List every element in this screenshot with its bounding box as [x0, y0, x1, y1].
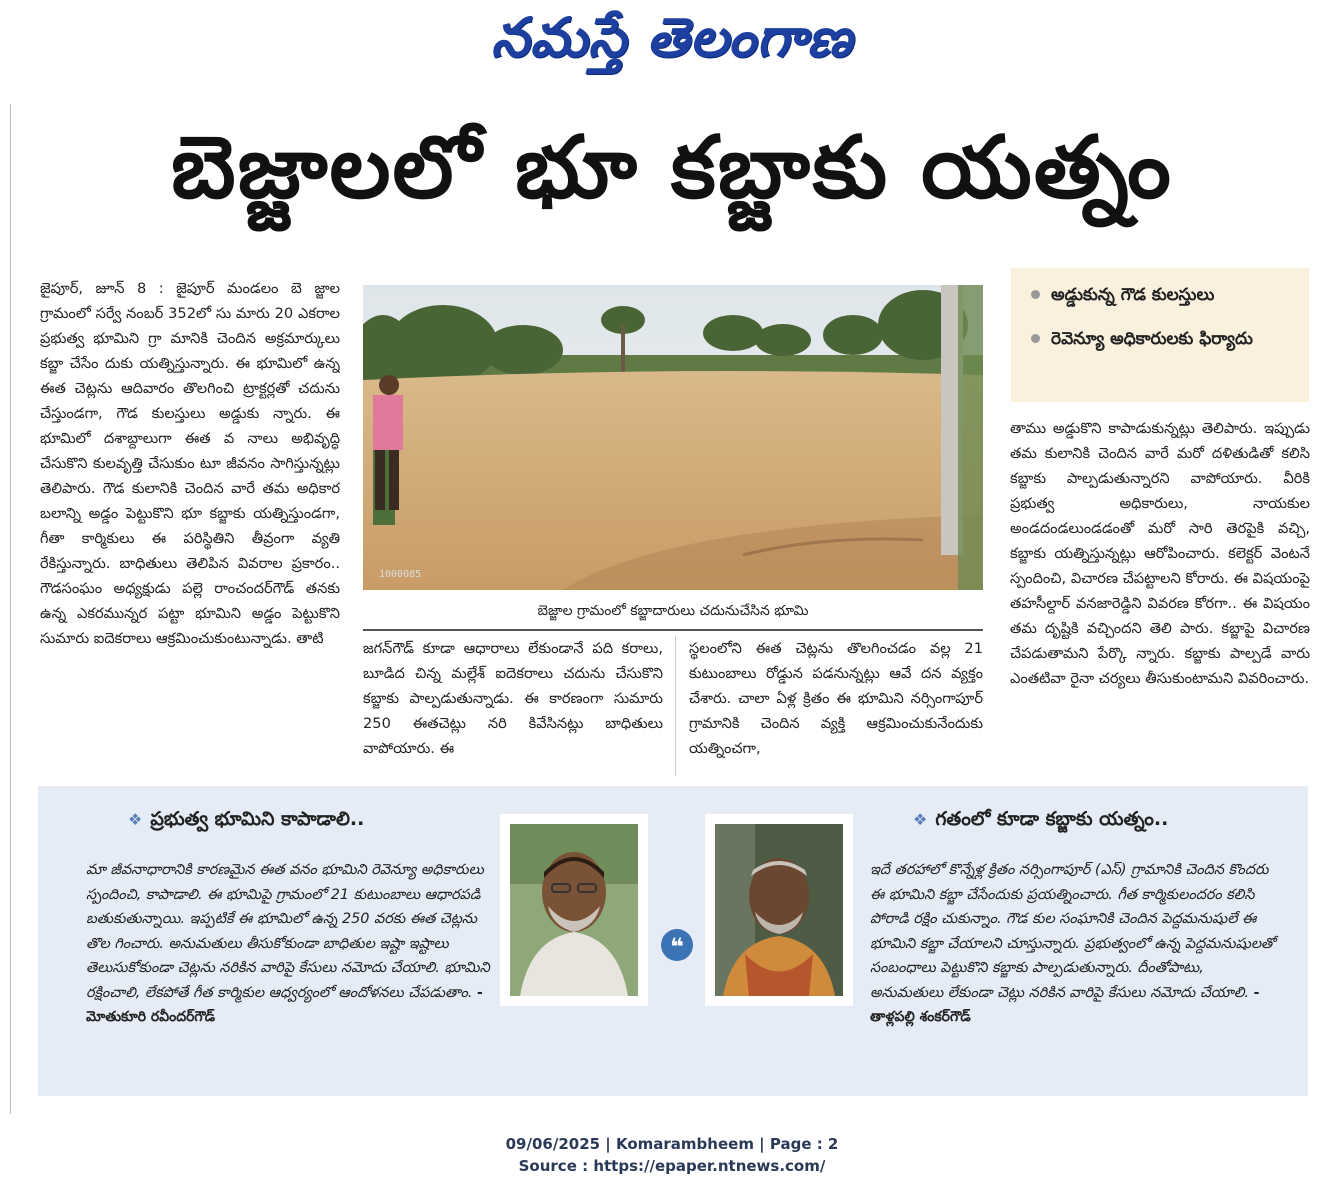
- portrait-man-1: [500, 814, 648, 1006]
- column-divider: [675, 636, 676, 776]
- quote-left-body: [86, 858, 496, 1078]
- portrait-right: [705, 814, 853, 1006]
- highlight-text: అడ్డుకున్న గౌడ కులస్తులు: [1051, 285, 1215, 305]
- bullet-icon: [1031, 334, 1040, 343]
- masthead: [0, 0, 1344, 82]
- highlights-box: [1011, 268, 1309, 402]
- column-right-text: తాము అడ్డుకొని కాపాడుకున్నట్లు తెలిపారు. ఇప్పుడు తమ కులానికి చెందిన వారే మరో దళితుడితో కలిసి కబ్జాకు పాల్పడుతున్నారని వాపోయారు. వీరికి ప్రభుత్వ అధికారులు, నాయకుల అండదండలుండడంతో మరో సారి తెరపైకి వచ్చి, కబ్జాకు యత్నిస్తున్నట్లు ఆరోపించారు. కలెక్టర్‌ వెంటనే స్పందించి, విచారణ చేపట్టాలని కోరారు. ఈ విషయంపై తహసీల్దార్‌ వనజారెడ్డిని వివరణ కోరగా.. ఈ విషయం తమ దృష్టికి వచ్చిందని తెలి పారు. కబ్జాపై విచారణ చేపడుతామని పేర్కొ న్నారు. కబ్జాకు పాల్పడే వారు ఎంతటివా రైనా చర్యలు తీసుకుంటామని వివరించారు.: [1010, 420, 1310, 687]
- photo-timestamp: 1000085: [379, 569, 422, 580]
- quote-left-text: మా జీవనాధారానికి కారణమైన ఈత వనం భూమిని రెవెన్యూ అధికారులు స్పందించి, కాపాడాలి. ఈ భూమిపై గ్రామంలో 21 కుటుంబాలు ఆధారపడి బతుకుతున్నాయి. ఇప్పటికే ఈ భూమిలో ఉన్న 250 వరకు ఈత చెట్లను తొల గించారు. అనుమతులు తీసుకోకుండా బాధితుల ఇష్టా ఇష్టాలు తెలుసుకోకుండా చెట్లను నరికిన వారిపై కేసులు నమోదు చేయాలి. భూమిని రక్షించాలి, లేకపోతే గీత కార్మికుల ఆధ్వర్యంలో ఆందోళనలు చేపడుతాం.: [86, 862, 490, 1001]
- lead-column: [40, 276, 340, 776]
- footer-source-link[interactable]: Source : https://epaper.ntnews.com/: [518, 1157, 826, 1175]
- portrait-man-2: [705, 814, 853, 1006]
- diamond-icon: ❖: [128, 810, 143, 829]
- portrait-left: [500, 814, 648, 1006]
- masthead-logo: నమస్తే తెలంగాణ: [491, 6, 853, 69]
- lead-body: జైపూర్‌ మండలం బె జ్జాల గ్రామంలో సర్వే నంబర్‌ 352లో సు మారు 20 ఎకరాల ప్రభుత్వ భూమిని గ్రా మానికి చెందిన అక్రమార్కులు కబ్జా చేసేం దుకు యత్నిస్తున్నారు. ఈ భూమిలో ఉన్న ఈత చెట్లను ఆదివారం తొలగించి ట్రాక్టర్లతో చదును చేస్తుండగా, గౌడ కులస్తులు అడ్డుకు న్నారు. ఈ భూమిలో దశాబ్దాలుగా ఈత వ నాలు అభివృద్ధి చేసుకొని కులవృత్తి చేసుకుం టూ జీవనం సాగిస్తున్నట్లు తెలిపారు. గౌడ కులానికి చెందిన వారే తమ అధికార బలాన్ని అడ్డం పెట్టుకొని భూ కబ్జాకు యత్నిస్తుండగా, గీతా కార్మికులు ఈ పరిస్థితిని తీవ్రంగా వ్యతి రేకిస్తున్నారు. బాధితులు తెలిపిన వివరాల ప్రకారం.. గౌడసంఘం అధ్యక్షుడు పల్లె రాంచందర్‌గౌడ్‌ తనకు ఉన్న ఎకరమున్నర పట్టా భూమిని అడ్డం పెట్టుకొని సుమారు ఐదెకరాలు ఆక్రమించుకుంటున్నాడు. తాటి: [40, 280, 340, 647]
- photo-caption: బెజ్జాల గ్రామంలో కబ్జాదారులు చదునుచేసిన భూమి: [537, 603, 809, 619]
- land-photo-illustration: [363, 285, 983, 590]
- highlight-text: రెవెన్యూ అధికారులకు ఫిర్యాదు: [1051, 329, 1253, 349]
- column-middle-2: స్థలంలోని ఈత చెట్లను తొలగించడం వల్ల 21 కుటుంబాలు రోడ్డున పడనున్నట్లు ఆవే దన వ్యక్తం చేశారు. చాలా ఏళ్ల క్రితం ఈ భూమిని నర్సింగాపూర్‌ గ్రామానికి చెందిన వ్యక్తి ఆక్రమించుకునేందుకు యత్నించగా,: [689, 640, 983, 757]
- quote-left-signature: - మోతుకూరి రవీందర్‌గౌడ్‌: [86, 984, 483, 1025]
- quote-right-signature: - తాళ్లపల్లి శంకర్‌గౌడ్‌: [870, 984, 1260, 1025]
- quote-right-title: ❖ గతంలో కూడా కబ్జాకు యత్నం..: [913, 808, 1169, 830]
- dateline: జైపూర్‌, జూన్‌ 8 :: [40, 280, 164, 297]
- news-photo: [363, 285, 983, 590]
- bullet-icon: [1031, 290, 1040, 299]
- diamond-icon: ❖: [913, 810, 928, 829]
- quotes-panel: [38, 786, 1308, 1096]
- quote-mark-icon: ❝: [661, 929, 693, 961]
- caption-rule: [363, 629, 983, 631]
- quote-right-text: ఇదే తరహాలో కొన్నేళ్ల క్రితం నర్సింగాపూర్‌ (ఎస్‌) గ్రామానికి చెందిన కొందరు ఈ భూమిని కబ్జా చేసేందుకు ప్రయత్నించారు. గీత కార్మికులందరం కలిసి పోరాడి రక్షిం చుకున్నాం. గౌడ కుల సంఘానికి చెందిన పెద్దమనుషులే ఈ భూమిని కబ్జా చేయాలని చూస్తున్నారు. ప్రభుత్వంలో ఉన్న పెద్దమనుషులతో సంబంధాలు పెట్టుకొని కబ్జాకు పాల్పడుతున్నారు. దీంతోపాటు, అనుమతులు లేకుండా చెట్లు నరికిన వారిపై కేసులు నమోదు చేయాలి.: [870, 862, 1276, 1001]
- column-middle-1: జగన్‌గౌడ్‌ కూడా ఆధారాలు లేకుండానే పది కరాలు, బూడిద చిన్న మల్లేశ్‌ ఐదెకరాలు చదును చేసుకొని కబ్జాకు పాల్పడుతున్నాడు. ఈ కారణంగా సుమారు 250 ఈతచెట్లు నరి కివేసినట్లు బాధితులు వాపోయారు. ఈ: [363, 640, 663, 757]
- footer-issue-info: 09/06/2025 | Komarambheem | Page : 2: [505, 1135, 839, 1153]
- quote-left-title: ❖ ప్రభుత్వ భూమిని కాపాడాలి..: [128, 808, 365, 830]
- headline: బెజ్జాలలో భూ కబ్జాకు యత్నం: [171, 118, 1173, 218]
- quote-right-body: [870, 858, 1280, 1078]
- column-right: [1010, 416, 1310, 776]
- page-border: [10, 104, 11, 1114]
- page-footer: [0, 1133, 1344, 1177]
